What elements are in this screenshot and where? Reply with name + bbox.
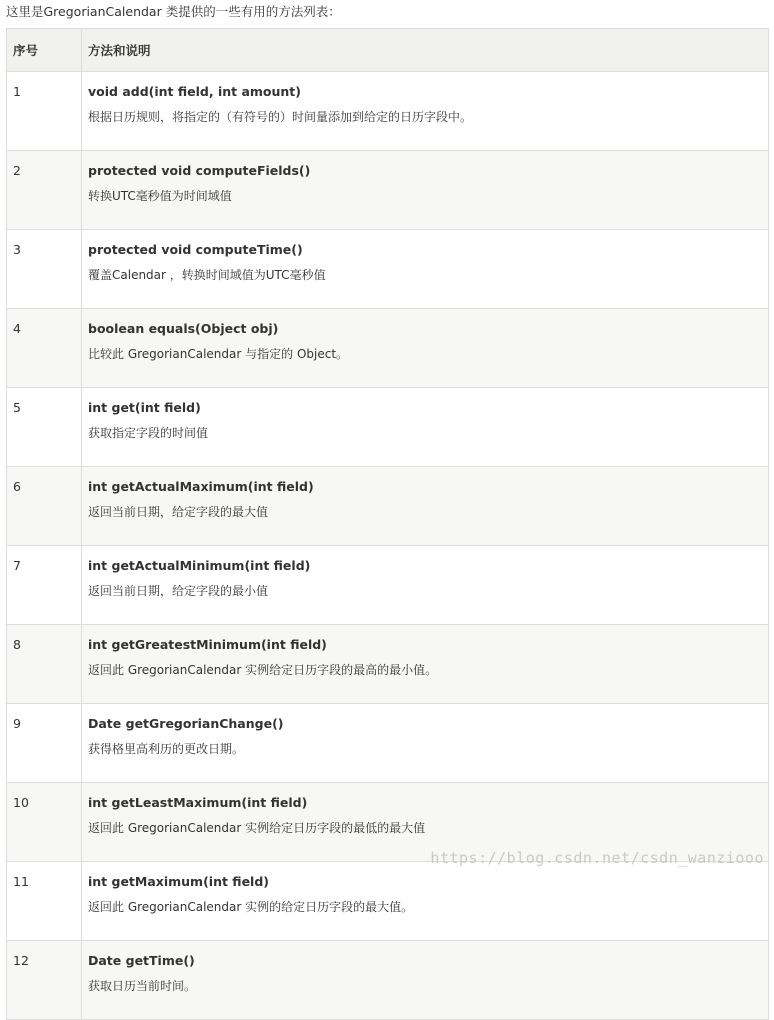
method-signature: int get(int field)	[88, 400, 201, 415]
row-number: 8	[7, 625, 82, 704]
watermark-url: https://blog.csdn.net/csdn_wanziooo	[430, 849, 764, 867]
table-row	[7, 467, 769, 546]
method-description: 返回当前日期，给定字段的最大值	[88, 505, 269, 519]
method-description: 覆盖Calendar ，转换时间域值为UTC毫秒值	[88, 268, 326, 282]
method-signature: int getGreatestMinimum(int field)	[88, 637, 327, 652]
table-row	[7, 941, 769, 1020]
row-number: 3	[7, 230, 82, 309]
method-signature: Date getTime()	[88, 953, 195, 968]
method-signature: boolean equals(Object obj)	[88, 321, 279, 336]
method-description: 比较此 GregorianCalendar 与指定的 Object。	[88, 347, 349, 361]
method-description: 返回此 GregorianCalendar 实例的给定日历字段的最大值。	[88, 900, 414, 914]
table-row	[7, 704, 769, 783]
method-signature: Date getGregorianChange()	[88, 716, 284, 731]
row-number: 7	[7, 546, 82, 625]
table-row	[7, 151, 769, 230]
method-signature: int getActualMinimum(int field)	[88, 558, 311, 573]
table-row	[7, 72, 769, 151]
method-description: 返回当前日期，给定字段的最小值	[88, 584, 269, 598]
method-signature: void add(int field, int amount)	[88, 84, 301, 99]
table-row	[7, 862, 769, 941]
method-description: 返回此 GregorianCalendar 实例给定日历字段的最高的最小值。	[88, 663, 438, 677]
header-number: 序号	[7, 29, 82, 72]
intro-text: 这里是GregorianCalendar 类提供的一些有用的方法列表：	[6, 4, 341, 19]
row-method	[82, 467, 769, 546]
method-signature: protected void computeFields()	[88, 163, 311, 178]
row-number: 12	[7, 941, 82, 1020]
row-method	[82, 625, 769, 704]
row-method	[82, 151, 769, 230]
header-description: 方法和说明	[82, 29, 769, 72]
row-number: 6	[7, 467, 82, 546]
method-description: 获取日历当前时间。	[88, 979, 197, 993]
row-number: 2	[7, 151, 82, 230]
row-method	[82, 862, 769, 941]
table-row	[7, 546, 769, 625]
row-number: 9	[7, 704, 82, 783]
row-method	[82, 704, 769, 783]
method-description: 获得格里高利历的更改日期。	[88, 742, 245, 756]
method-description: 返回此 GregorianCalendar 实例给定日历字段的最低的最大值	[88, 821, 426, 835]
table-row	[7, 309, 769, 388]
row-number: 4	[7, 309, 82, 388]
method-description: 根据日历规则，将指定的（有符号的）时间量添加到给定的日历字段中。	[88, 110, 473, 124]
row-number: 1	[7, 72, 82, 151]
row-method	[82, 941, 769, 1020]
table-row	[7, 388, 769, 467]
row-number: 10	[7, 783, 82, 862]
method-signature: int getLeastMaximum(int field)	[88, 795, 308, 810]
row-method	[82, 546, 769, 625]
row-number: 5	[7, 388, 82, 467]
row-number: 11	[7, 862, 82, 941]
method-signature: int getActualMaximum(int field)	[88, 479, 314, 494]
row-method	[82, 72, 769, 151]
method-signature: protected void computeTime()	[88, 242, 303, 257]
method-signature: int getMaximum(int field)	[88, 874, 269, 889]
methods-table	[6, 28, 769, 1020]
method-description: 转换UTC毫秒值为时间域值	[88, 189, 232, 203]
row-method	[82, 309, 769, 388]
table-row	[7, 230, 769, 309]
table-header-row	[7, 29, 769, 72]
method-description: 获取指定字段的时间值	[88, 426, 209, 440]
row-method	[82, 388, 769, 467]
table-row	[7, 625, 769, 704]
row-method	[82, 230, 769, 309]
